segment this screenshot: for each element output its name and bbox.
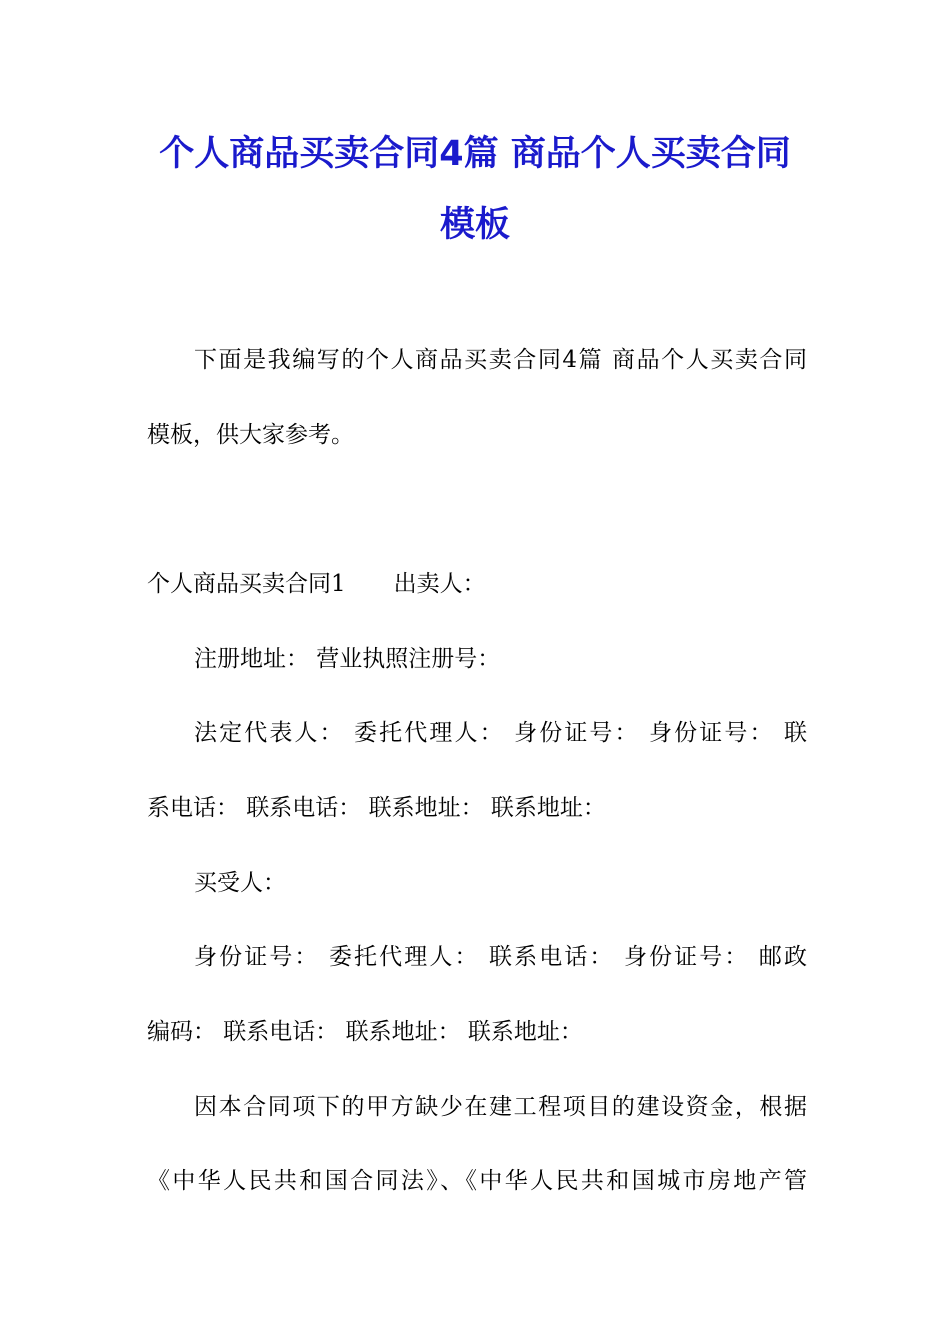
register-address-line: 注册地址： 营业执照注册号： — [194, 646, 501, 672]
contract-heading: 个人商品买卖合同1 — [147, 571, 346, 597]
buyer-contact-line: 编码： 联系电话： 联系地址： 联系地址： — [147, 1019, 583, 1045]
body-paragraph-line-2: 《中华人民共和国合同法》、《中华人民共和国城市房地产管 — [147, 1168, 807, 1194]
document-title-line-2: 模板 — [439, 205, 510, 245]
buyer-label-line: 买受人： — [194, 870, 286, 896]
seller-label: 出卖人： — [393, 571, 486, 597]
contract-heading-line — [147, 569, 807, 599]
intro-paragraph-line-1: 下面是我编写的个人商品买卖合同4篇 商品个人买卖合同 — [194, 347, 807, 373]
intro-paragraph-line-2: 模板，供大家参考。 — [147, 422, 354, 448]
document-title-line-1: 个人商品买卖合同4篇 商品个人买卖合同 — [159, 134, 791, 174]
legal-representative-line: 法定代表人： 委托代理人： 身份证号： 身份证号： 联 — [194, 720, 807, 746]
body-paragraph-line-1: 因本合同项下的甲方缺少在建工程项目的建设资金，根据 — [194, 1094, 807, 1120]
seller-contact-line: 系电话： 联系电话： 联系地址： 联系地址： — [147, 795, 606, 821]
buyer-ids-line: 身份证号： 委托代理人： 联系电话： 身份证号： 邮政 — [194, 944, 807, 970]
